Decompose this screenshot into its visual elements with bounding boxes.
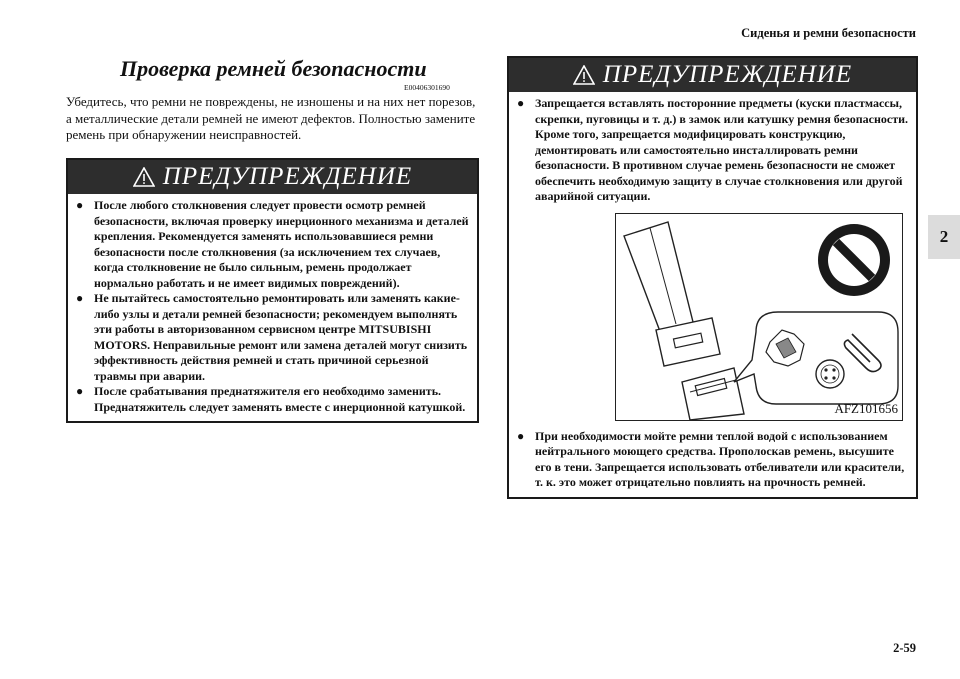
article-code: E00406301690 <box>404 83 450 92</box>
warning-item-text: Не пытайтесь самостоятельно ремонтировать или заменять какие-либо узлы и детали ремней безопасности; рекомендуем выполнять эти работы в авторизованном сервисном центре MITSUBISHI MOTORS. Неправильные ремонт или замена деталей могут снизить эффективность действия ремней и стать причиной серьезной травмы при аварии. <box>94 291 468 383</box>
warning-item <box>76 291 469 384</box>
section-header: Сиденья и ремни безопасности <box>741 26 916 40</box>
chapter-tab: 2 <box>928 215 960 259</box>
warning-item <box>76 198 469 291</box>
article-title: Проверка ремней безопасности <box>120 56 427 81</box>
warning-title: ПРЕДУПРЕЖДЕНИЕ <box>602 61 853 88</box>
article-intro: Убедитесь, что ремни не повреждены, не изношены и на них нет порезов, а металлические детали ремней не имеют дефектов. Полностью замените ремень при обнаружении неисправностей. <box>66 94 476 142</box>
warning-title: ПРЕДУПРЕЖДЕНИЕ <box>162 163 413 190</box>
bullet-icon: ● <box>517 428 525 443</box>
warning-body <box>509 92 916 497</box>
warning-item-text: После любого столкновения следует провести осмотр ремней безопасности, включая проверку инерционного механизма и деталей крепления. Рекомендуется заменять использовавшиеся ремни безопасности после столкновения (за исключением тех случаев, когда столкновение не было сильным, ремень продолжает нормально работать и не имеет видимых повреждений). <box>94 198 469 290</box>
warning-box-right <box>507 56 918 499</box>
bullet-icon: ● <box>517 96 525 110</box>
warning-item <box>76 384 469 415</box>
warning-item <box>517 429 908 491</box>
warning-item-text: При необходимости мойте ремни теплой водой с использованием нейтрального моющего средства. Прополоскав ремень, высушите его в тени. Запрещается использовать отбеливатели или красители, т. к. это может отрицательно повлиять на прочность ремней. <box>535 428 905 489</box>
bullet-icon: ● <box>76 384 84 398</box>
warning-box-left <box>66 158 479 423</box>
bullet-icon: ● <box>76 291 84 305</box>
warning-item <box>517 96 908 205</box>
warning-item-text: После срабатывания преднатяжителя его необходимо заменить. Преднатяжитель следует заменять вместе с инерционной катушкой. <box>94 384 466 414</box>
seatbelt-buckle-drawing <box>616 214 902 420</box>
figure-code: AFZ101656 <box>834 401 898 416</box>
bullet-icon: ● <box>76 198 84 212</box>
seatbelt-illustration <box>615 213 903 421</box>
warning-triangle-icon <box>133 167 155 187</box>
prohibition-sign-icon <box>818 224 890 296</box>
warning-body <box>68 194 477 421</box>
warning-header <box>68 160 477 194</box>
warning-header <box>509 58 916 92</box>
warning-item-text: Запрещается вставлять посторонние предметы (куски пластмассы, скрепки, пуговицы и т. д.) в замок или катушку ремня безопасности. Кроме того, запрещается модифицировать конструкцию, демонтировать или самостоятельно инсталлировать ремни безопасности. В противном случае ремень безопасности не сможет обеспечить необходимую защиту в случае столкновения или другой аварийной ситуации. <box>535 96 909 203</box>
warning-triangle-icon <box>573 65 595 85</box>
page-number: 2-59 <box>893 641 916 655</box>
